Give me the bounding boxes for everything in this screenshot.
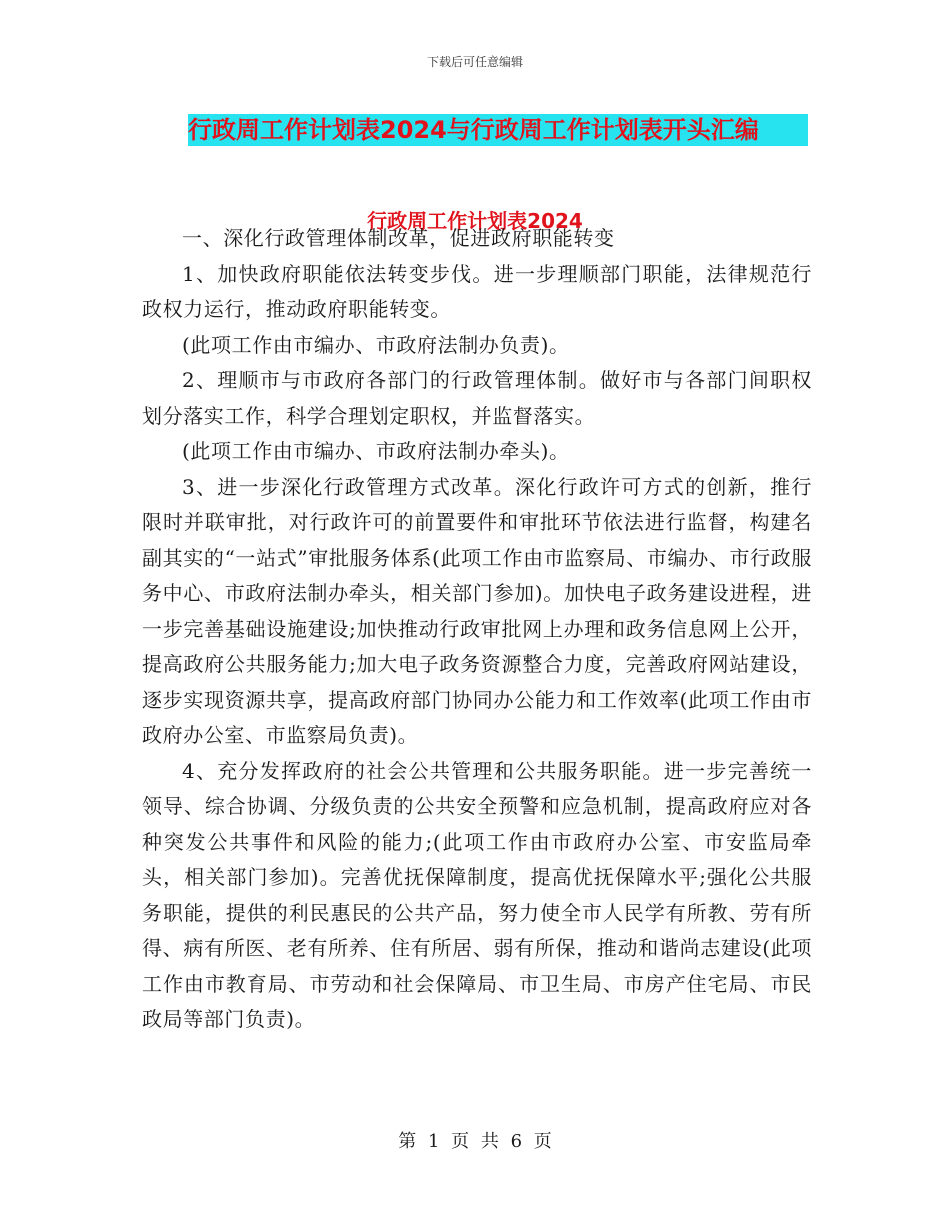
paragraph: 一、深化行政管理体制改革，促进政府职能转变: [182, 226, 615, 250]
paragraph: (此项工作由市编办、市政府法制办负责)。: [182, 332, 570, 357]
section-title: 行政周工作计划表2024: [367, 209, 583, 233]
paragraph: 1、加快政府职能依法转变步伐。进一步理顺部门职能，法律规范行政权力运行，推动政府职能转变。: [142, 261, 812, 321]
paragraph: (此项工作由市编办、市政府法制办牵头)。: [182, 439, 570, 463]
paragraph: 2、理顺市与市政府各部门的行政管理体制。做好市与各部门间职权划分落实工作，科学合理划定职权，并监督落实。: [142, 368, 812, 428]
page-footer: 第 1 页 共 6 页: [398, 1131, 552, 1152]
document-main-title: 行政周工作计划表2024与行政周工作计划表开头汇编: [188, 114, 808, 146]
document-body: [142, 221, 812, 1038]
paragraph: 4、充分发挥政府的社会公共管理和公共服务职能。进一步完善统一领导、综合协调、分级负责的公共安全预警和应急机制，提高政府应对各种突发公共事件和风险的能力;(此项工作由市政府办公室、市安监局牵头，相关部门参加)。完善优抚保障制度，提高优抚保障水平;强化公共服务职能，提供的利民惠民的公共产品，努力使全市人民学有所教、劳有所得、病有所医、老有所养、住有所居、弱有所保，推动和谐尚志建设(此项工作由市教育局、市劳动和社会保障局、市卫生局、市房产住宅局、市民政局等部门负责)。: [142, 758, 812, 1031]
paragraph: 3、进一步深化行政管理方式改革。深化行政许可方式的创新，推行限时并联审批，对行政许可的前置要件和审批环节依法进行监督，构建名副其实的“一站式”审批服务体系(此项工作由市监察局、市编办、市行政服务中心、市政府法制办牵头，相关部门参加)。加快电子政务建设进程，进一步完善基础设施建设;加快推动行政审批网上办理和政务信息网上公开，提高政府公共服务能力;加大电子政务资源整合力度，完善政府网站建设，逐步实现资源共享，提高政府部门协同办公能力和工作效率(此项工作由市政府办公室、市监察局负责)。: [142, 474, 812, 747]
header-note: 下载后可任意编辑: [426, 55, 523, 69]
